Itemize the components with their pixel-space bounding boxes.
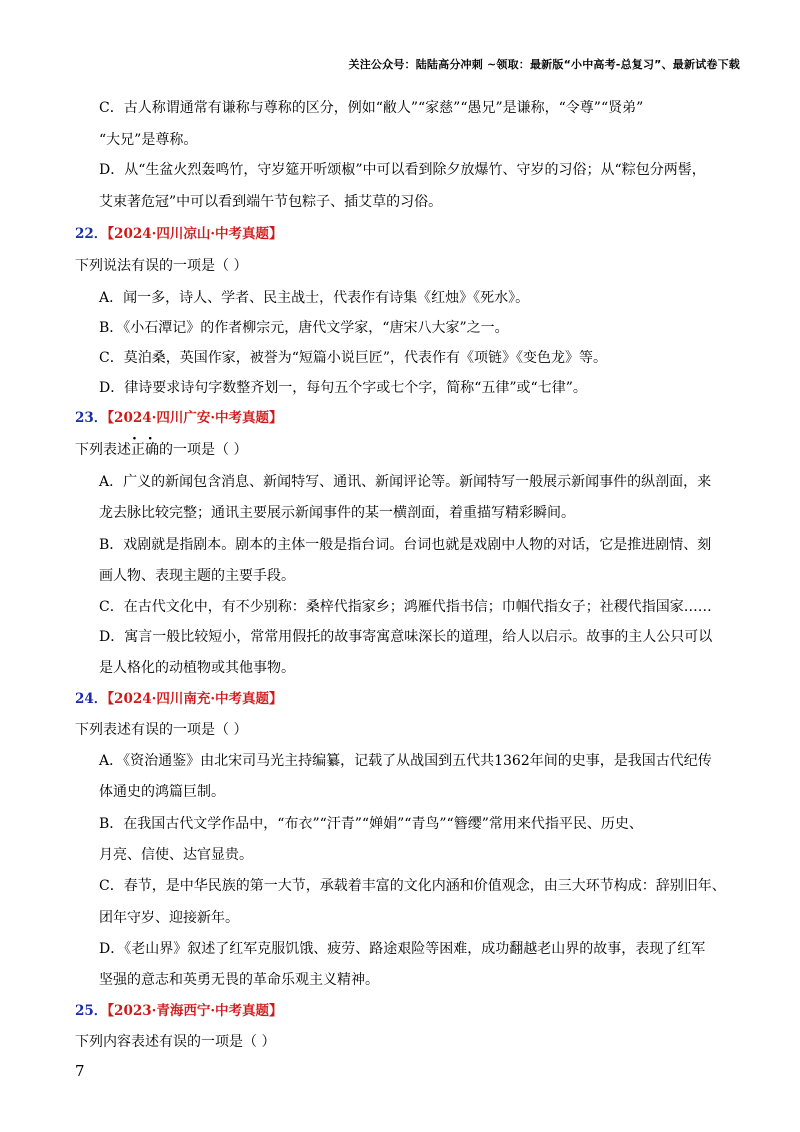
stem-part: 的一项是（ ） — [159, 442, 248, 458]
question-number: 22． — [75, 226, 108, 242]
option-a-q24-line2: 体通史的鸿篇巨制。 — [99, 784, 225, 800]
option-d-q23-line1: D．寓言一般比较短小，常常用假托的故事寄寓意味深长的道理，给人以启示。故事的主人公只可以 — [99, 629, 713, 645]
question-number: 24． — [75, 691, 108, 707]
option-c-q22: C．莫泊桑，英国作家，被誉为“短篇小说巨匠”，代表作有《项链》《变色龙》等。 — [99, 350, 608, 366]
question-source: 【2024·四川凉山·中考真题】 — [107, 226, 283, 242]
question-source: 【2024·四川广安·中考真题】 — [107, 410, 283, 426]
option-d-q21-line2: 艾束著危冠”中可以看到端午节包粽子、插艾草的习俗。 — [99, 194, 443, 210]
question-25-stem: 下列内容表述有误的一项是（ ） — [75, 1034, 276, 1050]
option-c-q21-line2: “大兄”是尊称。 — [99, 132, 198, 148]
option-a-q23-line2: 龙去脉比较完整；通讯主要展示新闻事件的某一横剖面，着重描写精彩瞬间。 — [99, 505, 575, 521]
question-number: 25． — [75, 1003, 108, 1019]
option-a-q23-line1: A．广义的新闻包含消息、新闻特写、通讯、新闻评论等。新闻特写一般展示新闻事件的纵剖面，来 — [99, 474, 712, 490]
page-header: 关注公众号：陆陆高分冲刺 ~领取：最新版“小中高考-总复习”、最新试卷下载 — [348, 58, 740, 71]
option-d-q21-line1: D．从“生盆火烈轰鸣竹，守岁筵开听颂椒”中可以看到除夕放爆竹、守岁的习俗；从“粽包分两髻， — [99, 162, 706, 178]
option-d-q23-line2: 是人格化的动植物或其他事物。 — [99, 660, 295, 676]
option-c-q24-line2: 团年守岁、迎接新年。 — [99, 910, 239, 926]
option-a-q24-line1: A．《资治通鉴》由北宋司马光主持编纂，记载了从战国到五代共1362年间的史事，是我国古代纪传 — [99, 753, 712, 769]
option-c-q21-line1: C．古人称谓通常有谦称与尊称的区分，例如“敝人”“家慈”“愚兄”是谦称，“令尊”“贤弟” — [99, 100, 644, 116]
option-b-q24-line1: B．在我国古代文学作品中，“布衣”“汗青”“婵娟”“青鸟”“簪缨”常用来代指平民、历史、 — [99, 816, 643, 832]
option-b-q23-line1: B．戏剧就是指剧本。剧本的主体一般是指台词。台词也就是戏剧中人物的对话，它是推进剧情、刻 — [99, 537, 712, 553]
option-d-q24-line1: D．《老山界》叙述了红军克服饥饿、疲劳、路途艰险等困难，成功翻越老山界的故事，表现了红军 — [99, 941, 706, 957]
question-24-heading — [75, 689, 283, 709]
option-c-q24-line1: C．春节，是中华民族的第一大节，承载着丰富的文化内涵和价值观念，由三大环节构成：辞别旧年、 — [99, 878, 726, 894]
option-d-q22: D．律诗要求诗句字数整齐划一，每句五个字或七个字，简称“五律”或“七律”。 — [99, 380, 587, 396]
question-22-stem: 下列说法有误的一项是（ ） — [75, 258, 248, 274]
question-22-heading — [75, 224, 283, 244]
option-c-q23: C．在古代文化中，有不少别称：桑梓代指家乡；鸿雁代指书信；巾帼代指女子；社稷代指国家…… — [99, 599, 712, 615]
question-23-heading — [75, 408, 283, 428]
question-source: 【2024·四川南充·中考真题】 — [107, 691, 283, 707]
question-24-stem: 下列表述有误的一项是（ ） — [75, 722, 248, 738]
question-23-stem — [75, 440, 247, 460]
question-number: 23． — [75, 410, 108, 426]
option-b-q23-line2: 画人物、表现主题的主要手段。 — [99, 568, 295, 584]
page-number: 7 — [75, 1062, 85, 1080]
emphasized-word: · · 正确 — [131, 442, 159, 458]
question-source: 【2023·青海西宁·中考真题】 — [107, 1003, 283, 1019]
option-a-q22: A．闻一多，诗人、学者、民主战士，代表作有诗集《红烛》《死水》。 — [99, 290, 530, 306]
stem-part: 下列表述 — [75, 442, 131, 458]
question-25-heading — [75, 1001, 283, 1021]
option-b-q24-line2: 月亮、信使、达官显贵。 — [99, 847, 253, 863]
option-b-q22: B．《小石潭记》的作者柳宗元，唐代文学家，“唐宋八大家”之一。 — [99, 320, 509, 336]
option-d-q24-line2: 坚强的意志和英勇无畏的革命乐观主义精神。 — [99, 972, 379, 988]
